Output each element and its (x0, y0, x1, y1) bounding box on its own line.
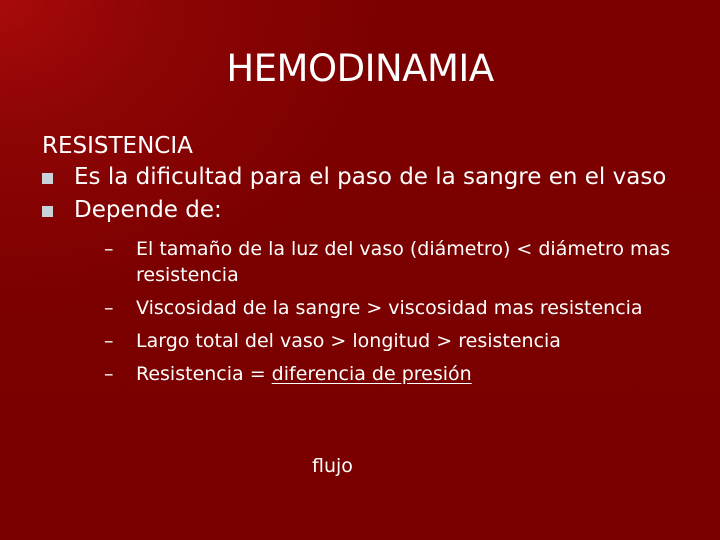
sub-bullet-text: Viscosidad de la sangre > viscosidad mas resistencia (136, 297, 643, 319)
slide-content (42, 130, 702, 394)
sub-bullet-list (74, 236, 702, 387)
dash-bullet-icon: – (104, 330, 114, 352)
bullet-item (42, 162, 702, 193)
dash-bullet-icon: – (104, 238, 114, 260)
sub-bullet-text: El tamaño de la luz del vaso (diámetro) < diámetro mas resistencia (136, 238, 671, 286)
dash-bullet-icon: – (104, 363, 114, 385)
formula-prefix: Resistencia = (136, 363, 272, 385)
sub-bullet-item (74, 295, 702, 321)
dash-bullet-icon: – (104, 297, 114, 319)
sub-bullet-text: Largo total del vaso > longitud > resistencia (136, 330, 561, 352)
square-bullet-icon (42, 173, 53, 184)
bullet-text: Es la dificultad para el paso de la sangre en el vaso (74, 164, 667, 190)
formula-numerator: diferencia de presión (271, 363, 472, 385)
sub-bullet-item (74, 328, 702, 354)
formula-item (74, 361, 702, 387)
slide-title: HEMODINAMIA (226, 47, 494, 90)
bullet-list (42, 162, 702, 387)
formula-denominator: flujo (312, 455, 353, 477)
square-bullet-icon (42, 206, 53, 217)
bullet-text: Depende de: (74, 197, 222, 223)
sub-bullet-item (74, 236, 702, 288)
bullet-item (42, 195, 702, 387)
section-heading: RESISTENCIA (42, 133, 193, 159)
